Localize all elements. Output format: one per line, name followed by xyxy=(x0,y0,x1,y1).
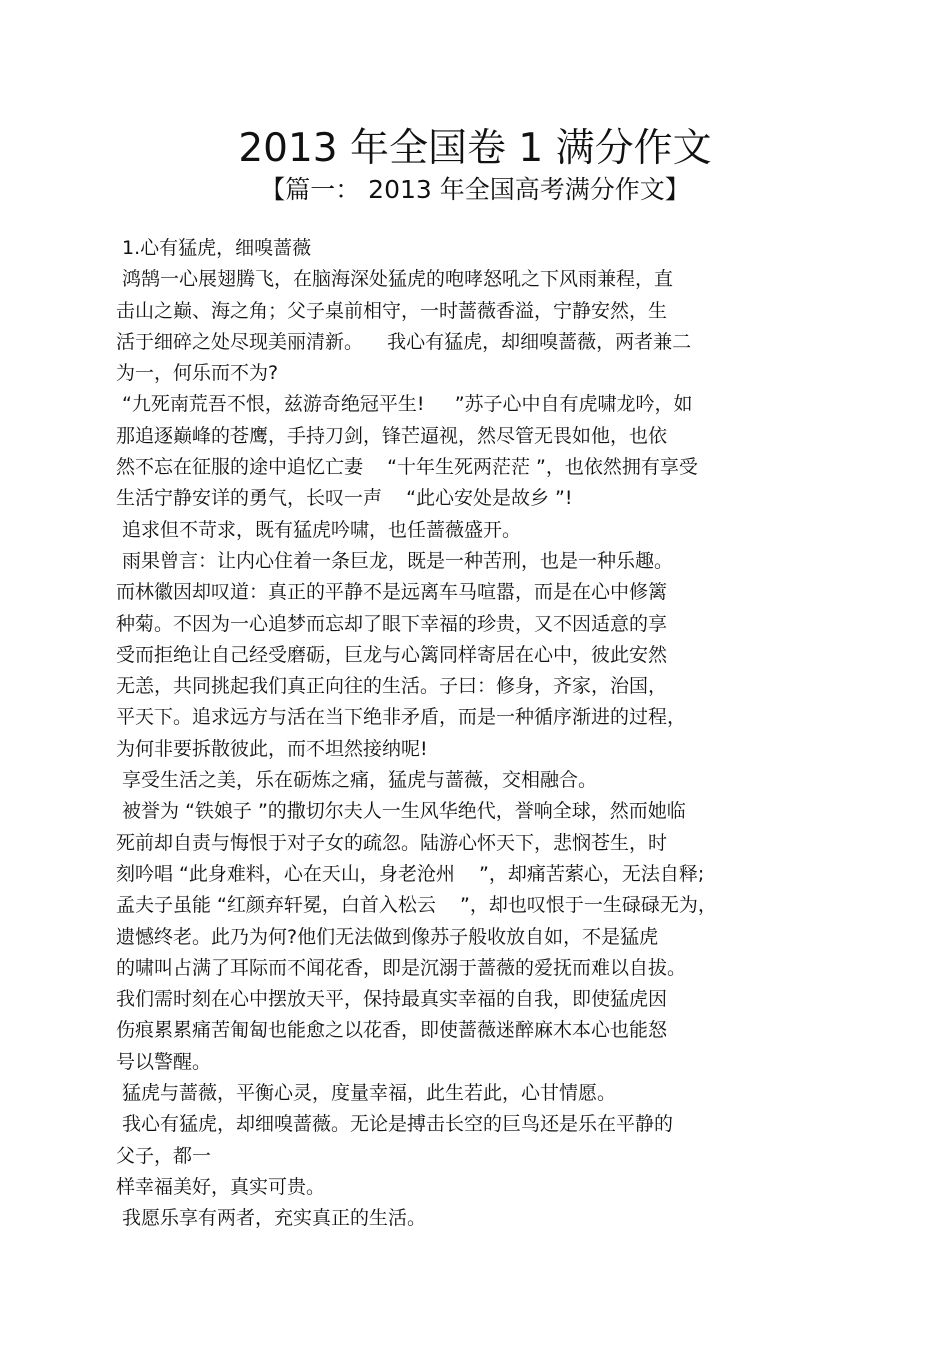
text-line: 种菊。不因为一心追梦而忘却了眼下幸福的珍贵，又不因适意的享 xyxy=(116,612,668,635)
text-line: 我们需时刻在心中摆放天平，保持最真实幸福的自我，即使猛虎因 xyxy=(116,988,668,1011)
text-line: 享受生活之美，乐在砺炼之痛，猛虎与蔷薇，交相融合。 xyxy=(116,769,598,792)
text-line: 雨果曾言：让内心住着一条巨龙，既是一种苦刑，也是一种乐趣。 xyxy=(116,549,674,572)
text-line: 追求但不苛求，既有猛虎吟啸，也任蔷薇盛开。 xyxy=(116,518,522,541)
text-line: 的啸叫占满了耳际而不闻花香，即是沉溺于蔷薇的爱抚而难以自拔。 xyxy=(116,956,687,979)
text-line: 为何非要拆散彼此，而不坦然接纳呢! xyxy=(116,737,428,760)
text-line: 生活宁静安详的勇气，长叹一声 “此心安处是故乡 ”! xyxy=(116,487,573,510)
text-line: 父子，都一 xyxy=(116,1144,212,1167)
text-line: 活于细碎之处尽现美丽清新。 我心有猛虎，却细嗅蔷薇，两者兼二 xyxy=(116,330,692,353)
section-heading: 【篇一： 2013 年全国高考满分作文】 xyxy=(260,175,690,204)
text-line: 伤痕累累痛苦匍匐也能愈之以花香，即使蔷薇迷醉麻木本心也能怒 xyxy=(116,1019,668,1042)
text-line: 那追逐巅峰的苍鹰，手持刀剑，锋芒逼视，然尽管无畏如他，也依 xyxy=(116,424,668,447)
text-line: 无恙，共同挑起我们真正向往的生活。子曰：修身，齐家，治国， xyxy=(116,675,668,698)
text-line: 刻吟唱 “此身难料，心在天山，身老沧州 ”，却痛苦萦心，无法自释; xyxy=(116,862,705,885)
text-line: 死前却自责与悔恨于对子女的疏忽。陆游心怀天下，悲悯苍生，时 xyxy=(116,831,668,854)
text-line: 击山之巅、海之角；父子桌前相守，一时蔷薇香溢，宁静安然，生 xyxy=(116,299,668,322)
essay-body xyxy=(116,233,836,1235)
text-line: 为一，何乐而不为? xyxy=(116,362,279,385)
page-title: 2013 年全国卷 1 满分作文 xyxy=(238,126,712,171)
text-line: “九死南荒吾不恨，兹游奇绝冠平生! ”苏子心中自有虎啸龙吟，如 xyxy=(116,393,693,416)
text-line: 受而拒绝让自己经受磨砺，巨龙与心篱同样寄居在心中，彼此安然 xyxy=(116,643,668,666)
text-line: 我心有猛虎，却细嗅蔷薇。无论是搏击长空的巨鸟还是乐在平静的 xyxy=(116,1113,674,1136)
text-line: 平天下。追求远方与活在当下绝非矛盾，而是一种循序渐进的过程， xyxy=(116,706,687,729)
text-line: 而林徽因却叹道：真正的平静不是远离车马喧嚣，而是在心中修篱 xyxy=(116,581,668,604)
text-line: 遗憾终老。此乃为何?他们无法做到像苏子般收放自如，不是猛虎 xyxy=(116,925,659,948)
text-line: 号以警醒。 xyxy=(116,1050,212,1073)
text-line: 猛虎与蔷薇，平衡心灵，度量幸福，此生若此，心甘情愿。 xyxy=(116,1082,617,1105)
text-line: 样幸福美好，真实可贵。 xyxy=(116,1175,326,1198)
text-line: 1.心有猛虎，细嗅蔷薇 xyxy=(116,237,312,259)
text-line: 我愿乐享有两者，充实真正的生活。 xyxy=(116,1207,427,1230)
text-line: 孟夫子虽能 “红颜弃轩冕，白首入松云 ”，却也叹恨于一生碌碌无为， xyxy=(116,894,717,917)
text-line: 然不忘在征服的途中追忆亡妻 “十年生死两茫茫 ”，也依然拥有享受 xyxy=(116,456,698,479)
text-line: 被誉为 “铁娘子 ”的撒切尔夫人一生风华绝代，誉响全球，然而她临 xyxy=(116,800,686,823)
text-line: 鸿鹄一心展翅腾飞，在脑海深处猛虎的咆哮怒吼之下风雨兼程，直 xyxy=(116,268,674,291)
